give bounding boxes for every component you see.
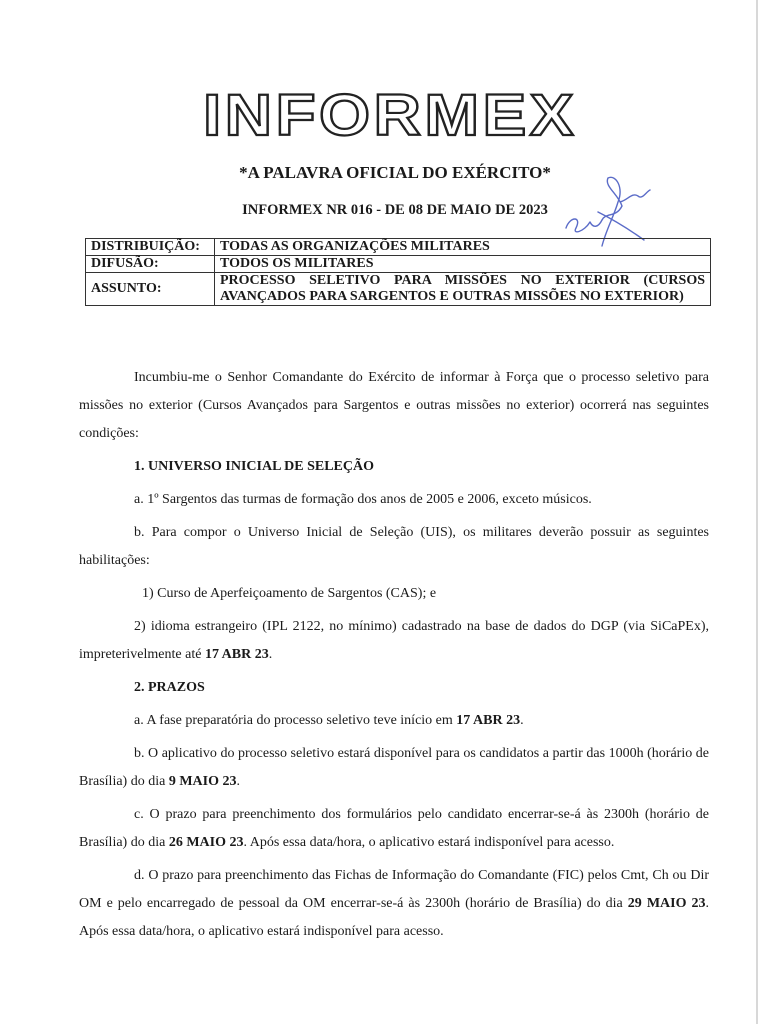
informex-logo bbox=[200, 88, 580, 144]
diffusion-value: TODOS OS MILITARES bbox=[215, 256, 711, 273]
section-2-title: 2. PRAZOS bbox=[134, 680, 205, 695]
item-a-date: 17 ABR 23 bbox=[456, 713, 521, 728]
distribution-value: TODAS AS ORGANIZAÇÕES MILITARES bbox=[215, 239, 711, 256]
item-b2-text: 2) idioma estrangeiro (IPL 2122, no mínimo) cadastrado na base de dados do DGP (via SiCaPEx), impreterivelmente até bbox=[79, 619, 709, 662]
svg-text:INFORMEX: INFORMEX bbox=[203, 88, 577, 144]
item-a-end: . bbox=[520, 713, 524, 728]
item-c-date: 26 MAIO 23 bbox=[168, 835, 244, 850]
diffusion-row bbox=[86, 256, 711, 273]
subject-value: PROCESSO SELETIVO PARA MISSÕES NO EXTERIOR (CURSOS AVANÇADOS PARA SARGENTOS E OUTRAS MISSÕES NO EXTERIOR) bbox=[215, 273, 711, 306]
section-1-title: 1. UNIVERSO INICIAL DE SELEÇÃO bbox=[134, 459, 375, 474]
section-2-item-c bbox=[79, 801, 709, 857]
item-b2-end: . bbox=[268, 647, 273, 662]
header-table bbox=[85, 238, 711, 306]
section-2-item-d bbox=[79, 862, 709, 946]
document-number: INFORMEX NR 016 - DE 08 DE MAIO DE 2023 bbox=[242, 202, 548, 218]
section-1-item-b: b. Para compor o Universo Inicial de Seleção (UIS), os militares deverão possuir as seguintes habilitações: bbox=[79, 525, 709, 568]
section-2-item-a bbox=[79, 707, 709, 735]
item-b-text: b. O aplicativo do processo seletivo estará disponível para os candidatos a partir das 1000h (horário de Brasília) do dia bbox=[79, 746, 709, 789]
item-c-end: . Após essa data/hora, o aplicativo estará indisponível para acesso. bbox=[243, 835, 615, 850]
item-b-date: 9 MAIO 23 bbox=[168, 774, 237, 789]
subject-label: ASSUNTO: bbox=[86, 273, 215, 306]
distribution-row bbox=[86, 239, 711, 256]
document-body bbox=[79, 364, 709, 951]
item-b-end: . bbox=[236, 774, 240, 789]
subject-row bbox=[86, 273, 711, 306]
item-d-end: . Após essa data/hora, o aplicativo estará indisponível para acesso. bbox=[79, 896, 709, 939]
item-d-date: 29 MAIO 23 bbox=[627, 896, 706, 911]
item-a-text: a. A fase preparatória do processo seletivo teve início em bbox=[134, 713, 457, 728]
diffusion-label: DIFUSÃO: bbox=[86, 256, 215, 273]
motto: *A PALAVRA OFICIAL DO EXÉRCITO* bbox=[239, 163, 551, 182]
distribution-label: DISTRIBUIÇÃO: bbox=[86, 239, 215, 256]
section-2-item-b bbox=[79, 740, 709, 796]
item-d-text: d. O prazo para preenchimento das Fichas de Informação do Comandante (FIC) pelos Cmt, Ch ou Dir OM e pelo encarregado de pessoal da OM encerrar-se-á às 2300h (horário de Brasília) do dia bbox=[79, 868, 709, 911]
intro-paragraph: Incumbiu-me o Senhor Comandante do Exército de informar à Força que o processo seletivo para missões no exterior (Cursos Avançados para Sargentos e outras missões no exterior) ocorrerá nas seguintes condições: bbox=[79, 370, 709, 441]
section-1-item-b2 bbox=[79, 613, 709, 669]
item-b2-date: 17 ABR 23 bbox=[204, 647, 269, 662]
section-1-item-a: a. 1º Sargentos das turmas de formação dos anos de 2005 e 2006, exceto músicos. bbox=[134, 492, 592, 507]
section-1-item-b1: 1) Curso de Aperfeiçoamento de Sargentos (CAS); e bbox=[142, 586, 437, 601]
item-c-text: c. O prazo para preenchimento dos formulários pelo candidato encerrar-se-á às 2300h (horário de Brasília) do dia bbox=[79, 807, 709, 850]
page-edge bbox=[756, 0, 758, 1024]
